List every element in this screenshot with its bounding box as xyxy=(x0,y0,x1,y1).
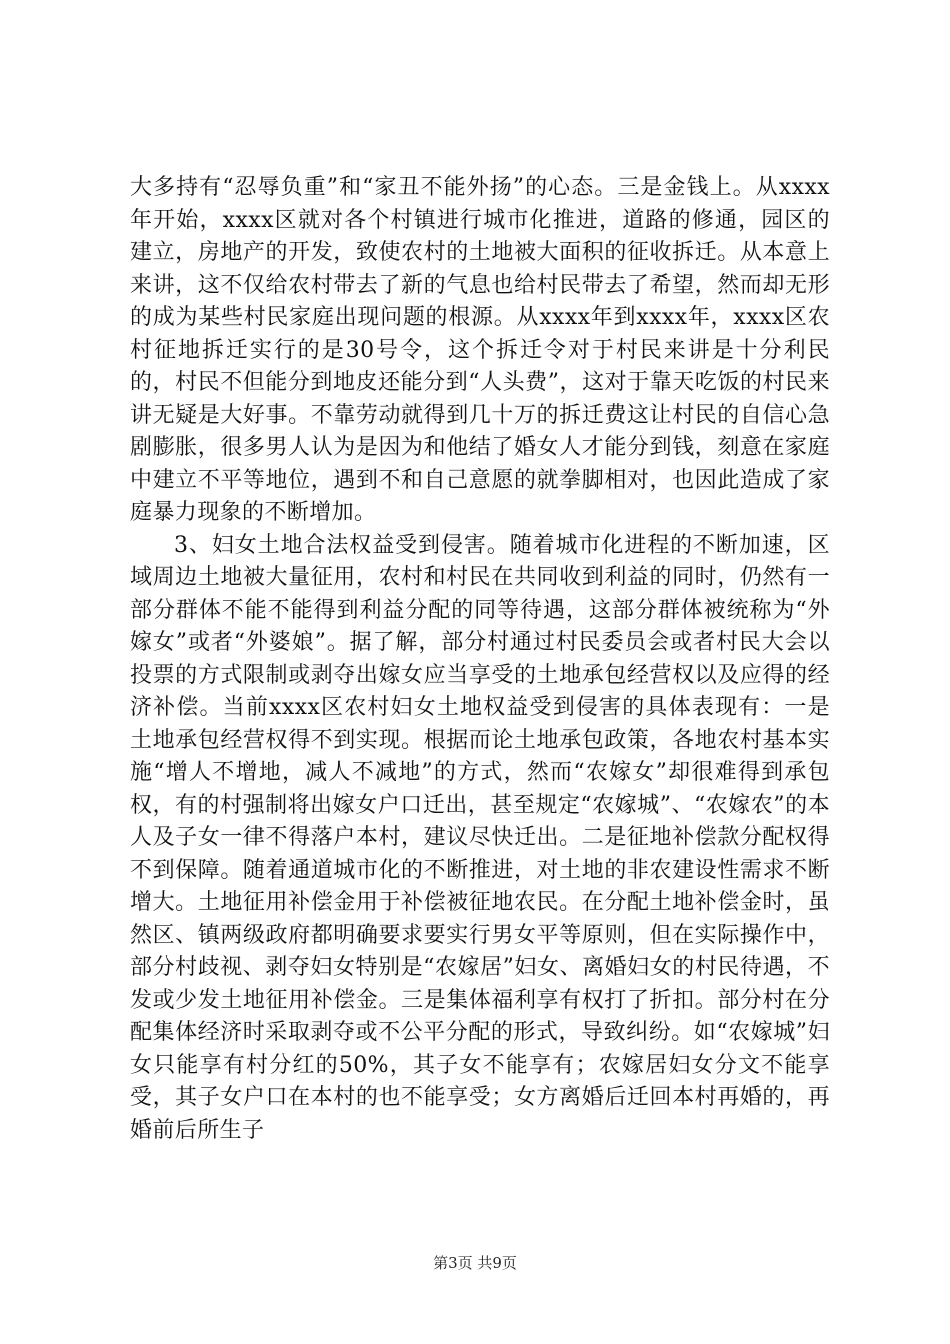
paragraph-2: 3、妇女土地合法权益受到侵害。随着城市化进程的不断加速，区域周边土地被大量征用，农村和村民在共同收到利益的同时，仍然有一部分群体不能不能得到利益分配的同等待遇，这部分群体被统称为“外嫁女”或者“外婆娘”。据了解，部分村通过村民委员会或者村民大会以投票的方式限制或剥夺出嫁女应当享受的土地承包经营权以及应得的经济补偿。当前xxxx区农村妇女土地权益受到侵害的具体表现有：一是土地承包经营权得不到实现。根据而论土地承包政策，各地农村基本实施“增人不增地，减人不减地”的方式，然而“农嫁女”却很难得到承包权，有的村强制将出嫁女户口迁出，甚至规定“农嫁城”、“农嫁农”的本人及子女一律不得落户本村，建议尽快迁出。二是征地补偿款分配权得不到保障。随着通道城市化的不断推进，对土地的非农建设性需求不断增大。土地征用补偿金用于补偿被征地农民。在分配土地补偿金时，虽然区、镇两级政府都明确要求要实行男女平等原则，但在实际操作中，部分村歧视、剥夺妇女特别是“农嫁居”妇女、离婚妇女的村民待遇，不发或少发土地征用补偿金。三是集体福利享有权打了折扣。部分村在分配集体经济时采取剥夺或不公平分配的形式，导致纠纷。如“农嫁城”妇女只能享有村分红的50%，其子女不能享有；农嫁居妇女分文不能享受，其子女户口在本村的也不能享受；女方离婚后迁回本村再婚的，再婚前后所生子 xyxy=(130,532,830,1143)
paragraph-1: 大多持有“忍辱负重”和“家丑不能外扬”的心态。三是金钱上。从xxxx年开始，xxxx区就对各个村镇进行城市化推进，道路的修通，园区的建立，房地产的开发，致使农村的土地被大面积的征收拆迁。从本意上来讲，这不仅给农村带去了新的气息也给村民带去了希望，然而却无形的成为某些村民家庭出现问题的根源。从xxxx年到xxxx年，xxxx区农村征地拆迁实行的是30号令，这个拆迁令对于村民来讲是十分利民的，村民不但能分到地皮还能分到“人头费”，这对于靠天吃饭的村民来讲无疑是大好事。不靠劳动就得到几十万的拆迁费这让村民的自信心急剧膨胀，很多男人认为是因为和他结了婚女人才能分到钱，刻意在家庭中建立不平等地位，遇到不和自己意愿的就拳脚相对，也因此造成了家庭暴力现象的不断增加。 xyxy=(130,175,830,525)
body-text xyxy=(130,172,830,1147)
page-footer: 第3页 共9页 xyxy=(433,1254,517,1272)
